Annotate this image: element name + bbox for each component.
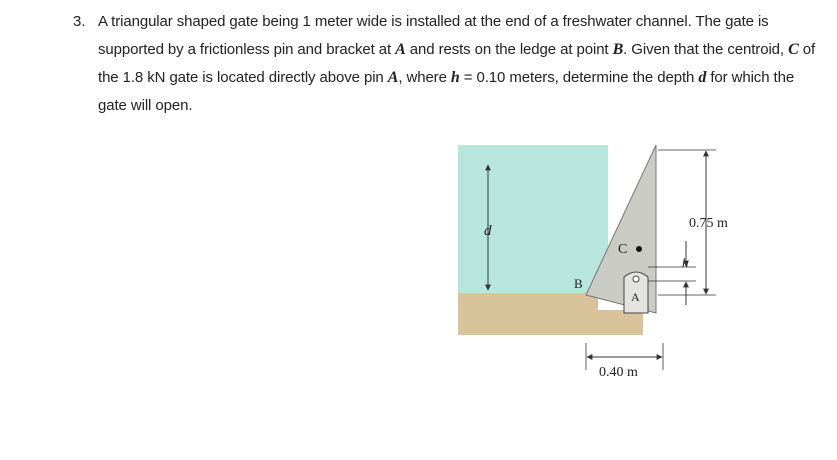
gate-figure [458,145,758,390]
ground-ledge [598,310,643,335]
label-d: d [484,223,492,239]
text-segment: = 0.10 meters, determine the depth [459,69,699,86]
text-segment: , where [398,69,451,86]
label-b: B [574,276,583,291]
var-a: A [387,69,399,86]
dim-height-label: 0.75 m [689,216,728,231]
text-segment: . Given that the centroid, [623,41,789,58]
var-a: A [395,41,406,58]
problem-text [98,8,818,120]
text-segment: A triangular shaped gate being 1 meter wide is installed at the end of a freshwater channel. The gate is supported by a frictionless pin and bracket at [98,13,769,58]
water-region [458,145,608,295]
text-segment: for which the gate will open. [98,69,795,114]
pin-a [633,276,639,282]
dim-base-label: 0.40 m [599,365,638,380]
label-c: C [618,242,628,257]
centroid-point [636,246,642,252]
label-a: A [631,290,640,304]
var-d: d [698,69,707,86]
var-b: B [612,41,624,58]
problem-number: 3. [73,13,86,30]
text-segment: of the 1.8 kN gate is located directly above pin [98,41,816,86]
gate-diagram [458,145,758,385]
var-c: C [788,41,799,58]
text-segment: and rests on the ledge at point [405,41,613,58]
var-h: h [450,69,460,86]
label-h: h [682,255,689,270]
